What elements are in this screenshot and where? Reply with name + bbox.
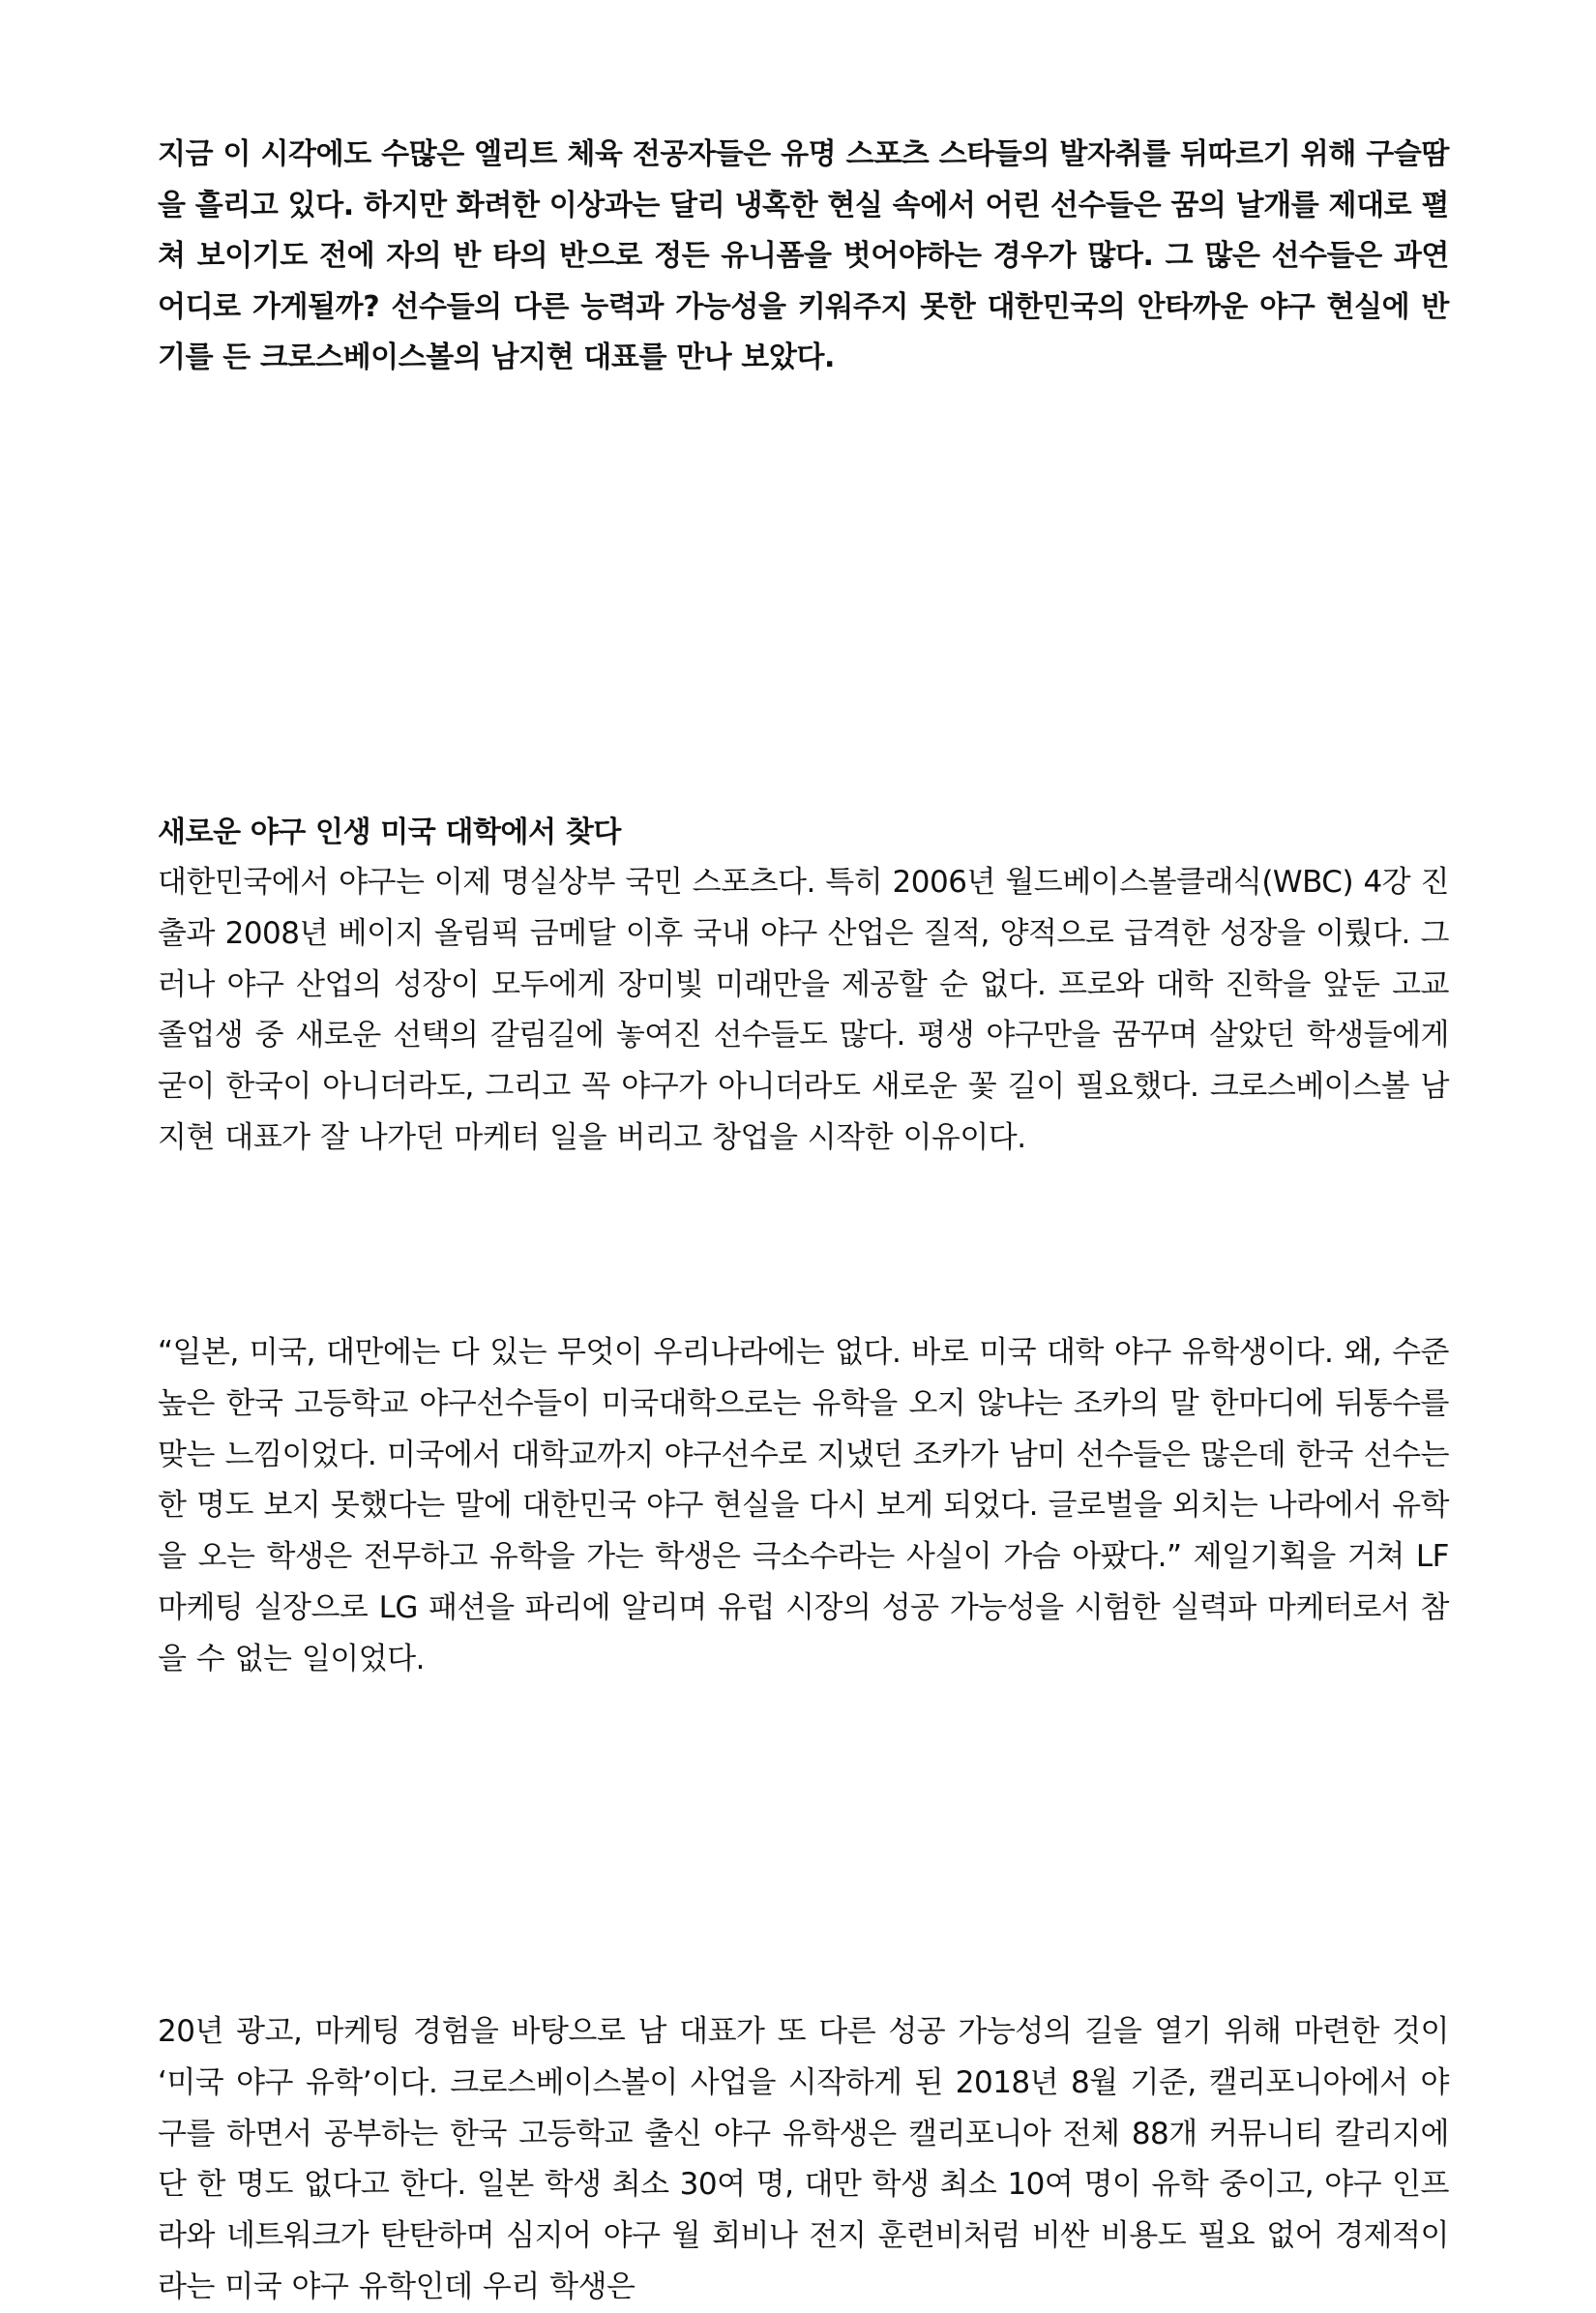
body-paragraph-2: “일본, 미국, 대만에는 다 있는 무엇이 우리나라에는 없다. 바로 미국 대학 야구 유학생이다. 왜, 수준 높은 한국 고등학교 야구선수들이 미국대학으로는 유학을 오지 않냐는 조카의 말 한마디에 뒤통수를 맞는 느낌이었다. 미국에서 대학교까지 야구선수로 지냈던 조카가 남미 선수들은 많은데 한국 선수는 한 명도 보지 못했다는 말에 대한민국 야구 현실을 다시 보게 되었다. 글로벌을 외치는 나라에서 유학을 오는 학생은 전무하고 유학을 가는 학생은 극소수라는 사실이 가슴 아팠다.” 제일기획을 거쳐 LF 마케팅 실장으로 LG 패션을 파리에 알리며 유럽 시장의 성공 가능성을 시험한 실력파 마케터로서 참을 수 없는 일이었다.: [158, 1335, 1449, 1676]
section-heading: 새로운 야구 인생 미국 대학에서 찾다: [158, 815, 621, 849]
body-paragraph-3: 20년 광고, 마케팅 경험을 바탕으로 남 대표가 또 다른 성공 가능성의 길을 열기 위해 마련한 것이 ‘미국 야구 유학’이다. 크로스베이스볼이 사업을 시작하게 된 2018년 8월 기준, 캘리포니아에서 야구를 하면서 공부하는 한국 고등학교 출신 야구 유학생은 캘리포니아 전체 88개 커뮤니티 칼리지에 단 한 명도 없다고 한다. 일본 학생 최소 30여 명, 대만 학생 최소 10여 명이 유학 중이고, 야구 인프라와 네트워크가 탄탄하며 심지어 야구 월 회비나 전지 훈련비처럼 비싼 비용도 필요 없어 경제적이라는 미국 야구 유학인데 우리 학생은: [158, 2014, 1449, 2304]
body-paragraph-1: 대한민국에서 야구는 이제 명실상부 국민 스포츠다. 특히 2006년 월드베이스볼클래식(WBC) 4강 진출과 2008년 베이지 올림픽 금메달 이후 국내 야구 산업은 질적, 양적으로 급격한 성장을 이뤘다. 그러나 야구 산업의 성장이 모두에게 장미빛 미래만을 제공할 순 없다. 프로와 대학 진학을 앞둔 고교 졸업생 중 새로운 선택의 갈림길에 놓여진 선수들도 많다. 평생 야구만을 꿈꾸며 살았던 학생들에게 굳이 한국이 아니더라도, 그리고 꼭 야구가 아니더라도 새로운 꽃 길이 필요했다. 크로스베이스볼 남지현 대표가 잘 나가던 마케터 일을 버리고 창업을 시작한 이유이다.: [158, 865, 1449, 1155]
intro-paragraph: 지금 이 시각에도 수많은 엘리트 체육 전공자들은 유명 스포츠 스타들의 발자취를 뒤따르기 위해 구슬땀을 흘리고 있다. 하지만 화려한 이상과는 달리 냉혹한 현실 속에서 어린 선수들은 꿈의 날개를 제대로 펼쳐 보이기도 전에 자의 반 타의 반으로 정든 유니폼을 벗어야하는 경우가 많다. 그 많은 선수들은 과연 어디로 가게될까? 선수들의 다른 능력과 가능성을 키워주지 못한 대한민국의 안타까운 야구 현실에 반기를 든 크로스베이스볼의 남지현 대표를 만나 보았다.: [158, 137, 1449, 374]
